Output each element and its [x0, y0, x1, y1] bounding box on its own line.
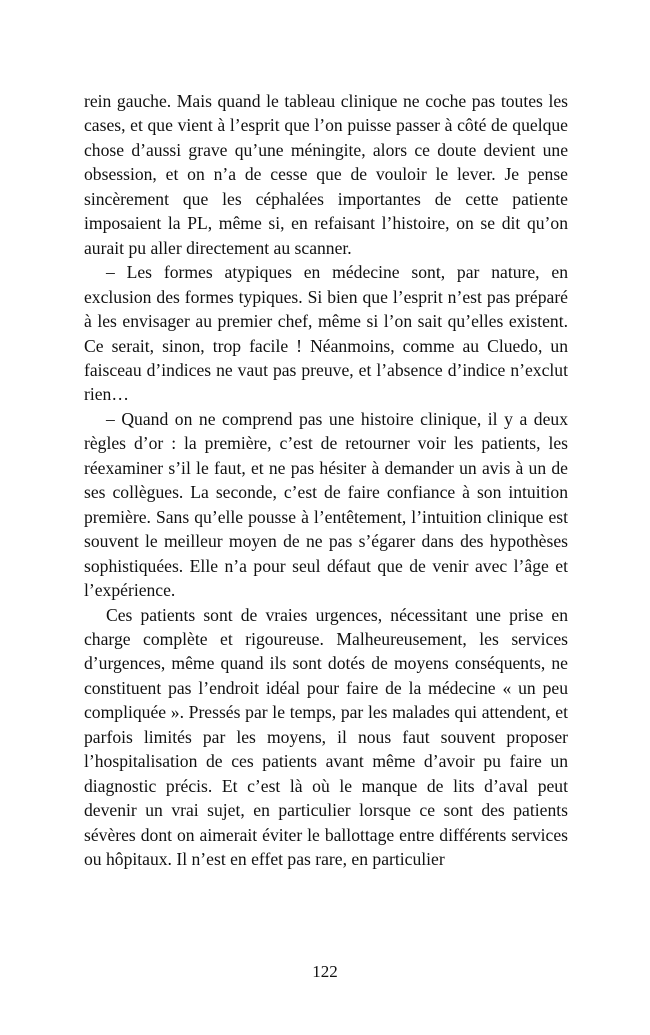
paragraph-1: rein gauche. Mais quand le tableau clinique ne coche pas toutes les cases, et que vient à l’esprit que l’on puisse passer à côté de quelque chose d’aussi grave qu’une méningite, alors ce doute devient une obsession, et on n’a de cesse que de vouloir le lever. Je pense sincèrement que les céphalées importantes de cette patiente imposaient la PL, même si, en refaisant l’histoire, on se dit qu’on aurait pu aller directement au scanner. [84, 91, 568, 258]
page-body [84, 89, 568, 872]
paragraph-3: – Quand on ne comprend pas une histoire clinique, il y a deux règles d’or : la première, c’est de retourner voir les patients, les réexaminer s’il le faut, et ne pas hésiter à demander un avis à un de ses collègues. La seconde, c’est de faire confiance à son intuition première. Sans qu’elle pousse à l’entêtement, l’intuition clinique est souvent le meilleur moyen de ne pas s’égarer dans des hypothèses sophistiquées. Elle n’a pour seul défaut que de venir avec l’âge et l’expérience. [84, 408, 568, 601]
paragraph-2: – Les formes atypiques en médecine sont, par nature, en exclusion des formes typiques. Si bien que l’esprit n’est pas préparé à les envisager au premier chef, même si l’on sait qu’elles existent. Ce serait, sinon, trop facile ! Néanmoins, comme au Cluedo, un faisceau d’indices ne vaut pas preuve, et l’absence d’indice n’exclut rien… [84, 262, 568, 405]
paragraph-4: Ces patients sont de vraies urgences, nécessitant une prise en charge complète et rigoureuse. Malheureusement, les services d’urgences, même quand ils sont dotés de moyens conséquents, ne constituent pas l’endroit idéal pour faire de la médecine « un peu compliquée ». Pressés par le temps, par les malades qui attendent, et parfois limités par les moyens, il nous faut souvent proposer l’hospitalisation de ces patients avant même d’avoir pu faire un diagnostic précis. Et c’est là où le manque de lits d’aval peut devenir un vrai sujet, en particulier lorsque ce sont des patients sévères dont on aimerait éviter le ballottage entre différents services ou hôpitaux. Il n’est en effet pas rare, en particulier [84, 604, 568, 870]
page-number: 122 [312, 962, 338, 981]
